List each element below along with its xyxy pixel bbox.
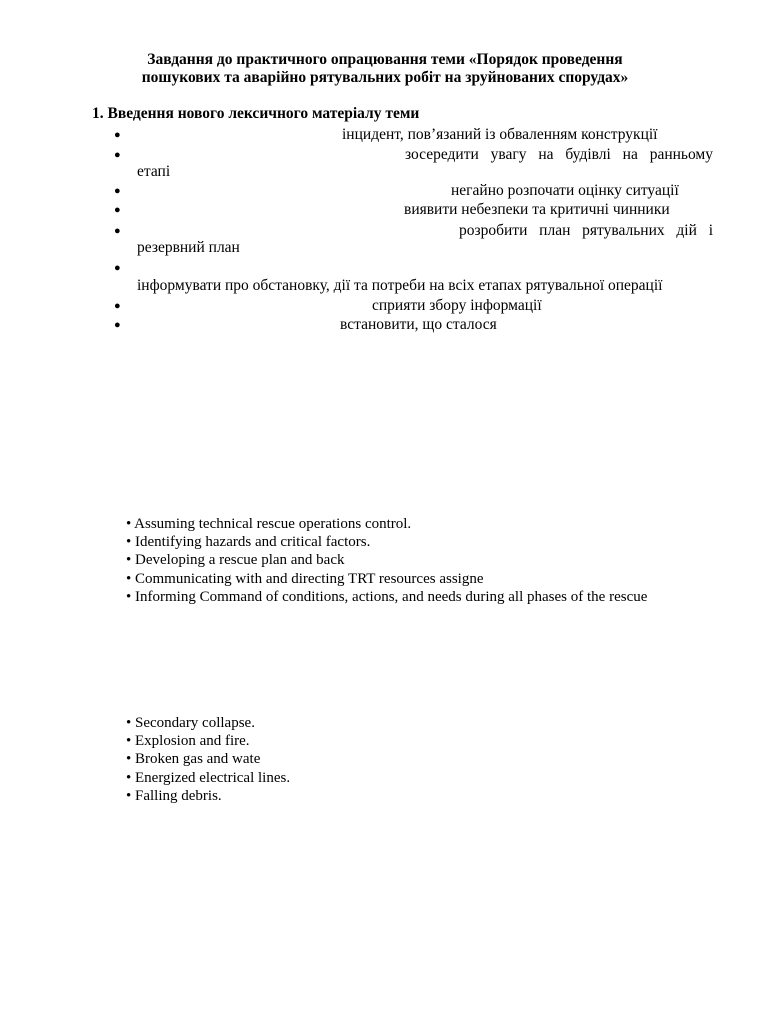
title-line-2: пошукових та аварійно рятувальних робіт на зруйнованих спорудах»	[141, 69, 629, 86]
list-item: • Assuming technical rescue operations control.	[126, 516, 412, 532]
english-phrases-list-2	[126, 714, 290, 805]
list-item: • Informing Command of conditions, actions, and needs during all phases of the rescue	[126, 588, 648, 605]
english-phrases-list-1	[126, 515, 647, 606]
title-line-1: Завдання до практичного опрацювання теми «Порядок проведення	[147, 51, 623, 68]
vocab-text: встановити, що сталося	[340, 316, 497, 333]
vocab-text: сприяти збору інформації	[372, 297, 542, 314]
vocab-text: розробити план рятувальних дій і	[459, 222, 713, 239]
list-item: • Broken gas and wate	[126, 751, 261, 768]
vocab-text: негайно розпочати оцінку ситуації	[451, 182, 679, 199]
list-item: • Secondary collapse.	[126, 715, 255, 731]
vocab-text: зосередити увагу на будівлі на ранньому	[405, 146, 713, 163]
vocab-text-continuation: етапі	[137, 163, 171, 180]
list-item: • Explosion and fire.	[126, 733, 250, 750]
bullet-icon: ●	[114, 185, 121, 197]
bullet-icon: ●	[114, 129, 121, 141]
section-1-heading: 1. Введення нового лексичного матеріалу теми	[92, 105, 420, 122]
document-title	[100, 51, 670, 87]
list-item: • Falling debris.	[126, 787, 222, 804]
bullet-icon: ●	[114, 262, 121, 274]
list-item: • Energized electrical lines.	[126, 769, 291, 786]
bullet-icon: ●	[114, 204, 121, 216]
bullet-icon: ●	[114, 149, 121, 161]
bullet-icon: ●	[114, 319, 121, 331]
vocab-text: інцидент, пов’язаний із обваленням конструкції	[342, 126, 658, 143]
vocab-text-continuation: резервний план	[137, 239, 240, 256]
bullet-icon: ●	[114, 225, 121, 237]
list-item: • Developing a rescue plan and back	[126, 552, 345, 569]
vocab-text-continuation: інформувати про обстановку, дії та потреби на всіх етапах рятувальної операції	[137, 277, 663, 294]
list-item: • Communicating with and directing TRT resources assigne	[126, 570, 484, 587]
bullet-icon: ●	[114, 300, 121, 312]
vocab-text: виявити небезпеки та критичні чинники	[404, 201, 670, 218]
list-item: • Identifying hazards and critical factors.	[126, 534, 371, 551]
